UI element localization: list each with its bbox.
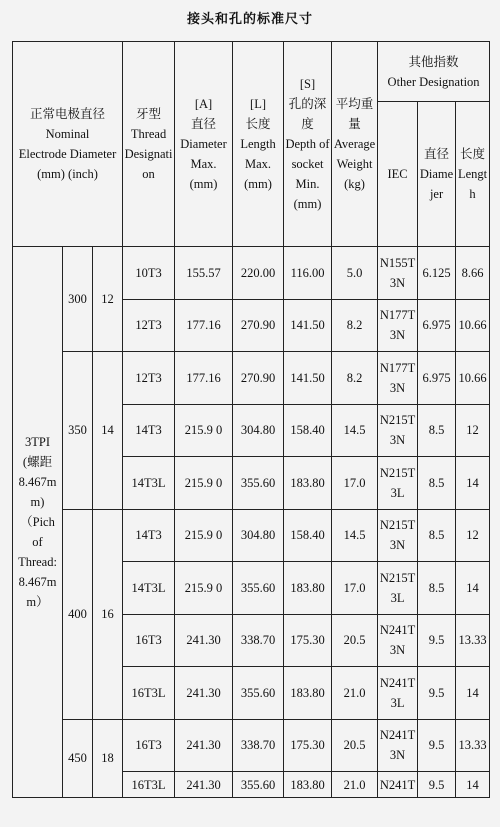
cell-thread: 12T3 bbox=[123, 299, 175, 352]
cell-iec: N241T3N bbox=[378, 719, 418, 772]
cell-depth: 141.50 bbox=[284, 352, 332, 405]
cell-iec: N155T3N bbox=[378, 247, 418, 300]
size-mm: 300 bbox=[63, 247, 93, 352]
header-od-length: 长度 Length bbox=[456, 102, 490, 247]
cell-od-diameter: 9.5 bbox=[418, 719, 456, 772]
cell-weight: 14.5 bbox=[332, 509, 378, 562]
cell-length: 220.00 bbox=[233, 247, 284, 300]
size-mm: 450 bbox=[63, 719, 93, 798]
cell-diameter: 241.30 bbox=[175, 719, 233, 772]
cell-thread: 16T3L bbox=[123, 772, 175, 798]
header-diameter: [A] 直径 Diameter Max. (mm) bbox=[175, 42, 233, 247]
cell-depth: 158.40 bbox=[284, 404, 332, 457]
header-iec: IEC bbox=[378, 102, 418, 247]
table-row bbox=[13, 247, 490, 300]
cell-length: 355.60 bbox=[233, 457, 284, 510]
cell-od-diameter: 6.125 bbox=[418, 247, 456, 300]
thread-group-label: 3TPI (螺距 8.467mm) （Pich of Thread: 8.467mm） bbox=[13, 247, 63, 798]
cell-weight: 20.5 bbox=[332, 719, 378, 772]
table-row bbox=[13, 509, 490, 562]
cell-od-length: 8.66 bbox=[456, 247, 490, 300]
cell-diameter: 215.9 0 bbox=[175, 562, 233, 615]
cell-iec: N241T3N bbox=[378, 614, 418, 667]
cell-weight: 5.0 bbox=[332, 247, 378, 300]
cell-iec: N241T3L bbox=[378, 667, 418, 720]
size-inch: 12 bbox=[93, 247, 123, 352]
cell-length: 355.60 bbox=[233, 772, 284, 798]
cell-od-length: 14 bbox=[456, 772, 490, 798]
cell-thread: 16T3 bbox=[123, 719, 175, 772]
cell-iec: N177T3N bbox=[378, 352, 418, 405]
cell-od-diameter: 9.5 bbox=[418, 614, 456, 667]
cell-od-length: 12 bbox=[456, 509, 490, 562]
cell-od-length: 14 bbox=[456, 457, 490, 510]
cell-length: 304.80 bbox=[233, 404, 284, 457]
cell-weight: 8.2 bbox=[332, 299, 378, 352]
cell-length: 338.70 bbox=[233, 719, 284, 772]
cell-od-diameter: 8.5 bbox=[418, 509, 456, 562]
cell-od-diameter: 9.5 bbox=[418, 667, 456, 720]
cell-length: 338.70 bbox=[233, 614, 284, 667]
cell-thread: 14T3L bbox=[123, 562, 175, 615]
cell-weight: 21.0 bbox=[332, 667, 378, 720]
cell-weight: 17.0 bbox=[332, 562, 378, 615]
cell-length: 304.80 bbox=[233, 509, 284, 562]
cell-diameter: 241.30 bbox=[175, 614, 233, 667]
cell-iec: N215T3N bbox=[378, 509, 418, 562]
cell-thread: 10T3 bbox=[123, 247, 175, 300]
cell-diameter: 177.16 bbox=[175, 299, 233, 352]
cell-od-diameter: 6.975 bbox=[418, 352, 456, 405]
cell-depth: 183.80 bbox=[284, 562, 332, 615]
cell-od-diameter: 9.5 bbox=[418, 772, 456, 798]
cell-thread: 14T3 bbox=[123, 509, 175, 562]
page-title: 接头和孔的标准尺寸 bbox=[186, 12, 313, 27]
header-other-designation: 其他指数 Other Designation bbox=[378, 42, 490, 102]
size-inch: 16 bbox=[93, 509, 123, 719]
cell-weight: 20.5 bbox=[332, 614, 378, 667]
cell-depth: 183.80 bbox=[284, 667, 332, 720]
header-nominal-diameter: 正常电极直径 Nominal Electrode Diameter (mm) (inch) bbox=[13, 42, 123, 247]
cell-diameter: 241.30 bbox=[175, 667, 233, 720]
cell-od-length: 10.66 bbox=[456, 299, 490, 352]
header-length: [L] 长度 Length Max. (mm) bbox=[233, 42, 284, 247]
cell-length: 355.60 bbox=[233, 667, 284, 720]
table-row bbox=[13, 352, 490, 405]
header-socket-depth: [S] 孔的深度 Depth of socket Min. (mm) bbox=[284, 42, 332, 247]
size-inch: 18 bbox=[93, 719, 123, 798]
cell-weight: 21.0 bbox=[332, 772, 378, 798]
cell-depth: 158.40 bbox=[284, 509, 332, 562]
cell-od-diameter: 8.5 bbox=[418, 562, 456, 615]
cell-od-length: 13.33 bbox=[456, 719, 490, 772]
cell-depth: 116.00 bbox=[284, 247, 332, 300]
cell-weight: 14.5 bbox=[332, 404, 378, 457]
cell-thread: 14T3L bbox=[123, 457, 175, 510]
cell-iec: N215T3L bbox=[378, 457, 418, 510]
table-row bbox=[13, 719, 490, 772]
cell-diameter: 241.30 bbox=[175, 772, 233, 798]
cell-thread: 12T3 bbox=[123, 352, 175, 405]
size-mm: 350 bbox=[63, 352, 93, 510]
size-mm: 400 bbox=[63, 509, 93, 719]
cell-diameter: 177.16 bbox=[175, 352, 233, 405]
cell-thread: 16T3L bbox=[123, 667, 175, 720]
cell-od-length: 14 bbox=[456, 562, 490, 615]
cell-od-diameter: 8.5 bbox=[418, 457, 456, 510]
cell-od-diameter: 6.975 bbox=[418, 299, 456, 352]
size-inch: 14 bbox=[93, 352, 123, 510]
cell-depth: 175.30 bbox=[284, 614, 332, 667]
cell-depth: 183.80 bbox=[284, 457, 332, 510]
cell-od-length: 14 bbox=[456, 667, 490, 720]
cell-diameter: 155.57 bbox=[175, 247, 233, 300]
cell-diameter: 215.9 0 bbox=[175, 457, 233, 510]
cell-length: 355.60 bbox=[233, 562, 284, 615]
cell-weight: 17.0 bbox=[332, 457, 378, 510]
header-od-diameter: 直径 Diamejer bbox=[418, 102, 456, 247]
cell-iec: N177T3N bbox=[378, 299, 418, 352]
cell-od-diameter: 8.5 bbox=[418, 404, 456, 457]
cell-length: 270.90 bbox=[233, 299, 284, 352]
cell-thread: 16T3 bbox=[123, 614, 175, 667]
spec-table bbox=[12, 41, 490, 798]
cell-iec: N215T3L bbox=[378, 562, 418, 615]
cell-diameter: 215.9 0 bbox=[175, 404, 233, 457]
cell-od-length: 13.33 bbox=[456, 614, 490, 667]
header-thread: 牙型 Thread Designation bbox=[123, 42, 175, 247]
cell-weight: 8.2 bbox=[332, 352, 378, 405]
cell-depth: 183.80 bbox=[284, 772, 332, 798]
cell-od-length: 12 bbox=[456, 404, 490, 457]
cell-depth: 175.30 bbox=[284, 719, 332, 772]
cell-thread: 14T3 bbox=[123, 404, 175, 457]
cell-iec: N241T bbox=[378, 772, 418, 798]
header-weight: 平均重量 Average Weight(kg) bbox=[332, 42, 378, 247]
cell-diameter: 215.9 0 bbox=[175, 509, 233, 562]
cell-od-length: 10.66 bbox=[456, 352, 490, 405]
cell-depth: 141.50 bbox=[284, 299, 332, 352]
cell-length: 270.90 bbox=[233, 352, 284, 405]
cell-iec: N215T3N bbox=[378, 404, 418, 457]
